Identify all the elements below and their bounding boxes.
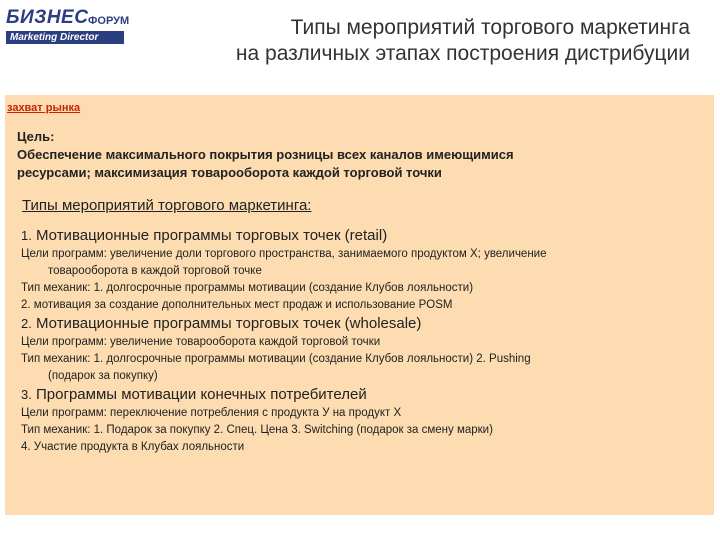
program-title: [21, 385, 681, 405]
program-detail-line: Тип механик: 1. долгосрочные программы мотивации (создание Клубов лояльности) 2. Pushing: [21, 353, 531, 365]
goal-line-2: ресурсами; максимизация товарооборота каждой торговой точки: [17, 165, 442, 180]
page-title-line-1: Типы мероприятий торгового маркетинга: [290, 16, 690, 39]
program-detail-line: товарооборота в каждой торговой точке: [48, 265, 262, 277]
program-title-text: Мотивационные программы торговых точек (retail): [36, 227, 388, 244]
page-title: [125, 15, 690, 67]
logo: [6, 7, 130, 43]
goal-line-1: Обеспечение максимального покрытия розницы всех каналов имеющимися: [17, 147, 514, 162]
logo-subtitle: Marketing Director: [6, 31, 124, 44]
logo-forum: ФОРУМ: [88, 15, 130, 27]
program-title-text: Мотивационные программы торговых точек (wholesale): [36, 315, 422, 332]
program-detail-line: 2. мотивация за создание дополнительных мест продаж и использование POSM: [21, 299, 453, 311]
program-list: [21, 226, 681, 456]
program-detail-line: Тип механик: 1. долгосрочные программы мотивации (создание Клубов лояльности): [21, 282, 474, 294]
page-title-line-2: на различных этапах построения дистрибуции: [235, 42, 690, 65]
program-detail-line: 4. Участие продукта в Клубах лояльности: [21, 441, 245, 453]
program-detail-line: Цели программ: увеличение доли торгового пространства, занимаемого продуктом Х; увеличение: [21, 248, 547, 260]
program-detail-line: Цели программ: переключение потребления с продукта У на продукт Х: [21, 407, 402, 419]
stage-tag: захват рынка: [7, 102, 81, 114]
types-heading: Типы мероприятий торгового маркетинга:: [22, 197, 312, 214]
program-detail-line: Цели программ: увеличение товарооборота каждой торговой точки: [21, 336, 381, 348]
program-title-text: Программы мотивации конечных потребителей: [36, 386, 367, 403]
program-detail-line: Тип механик: 1. Подарок за покупку 2. Спец. Цена 3. Switching (подарок за смену марки): [21, 424, 493, 436]
logo-brand: БИЗНЕС: [6, 7, 89, 28]
program-number: 3.: [21, 387, 32, 402]
program-title: [21, 314, 681, 334]
goal-block: [17, 128, 677, 182]
program-title: [21, 226, 681, 246]
program-detail-line: (подарок за покупку): [48, 370, 158, 382]
program-number: 2.: [21, 316, 32, 331]
goal-label: Цель:: [17, 129, 55, 144]
program-number: 1.: [21, 228, 32, 243]
